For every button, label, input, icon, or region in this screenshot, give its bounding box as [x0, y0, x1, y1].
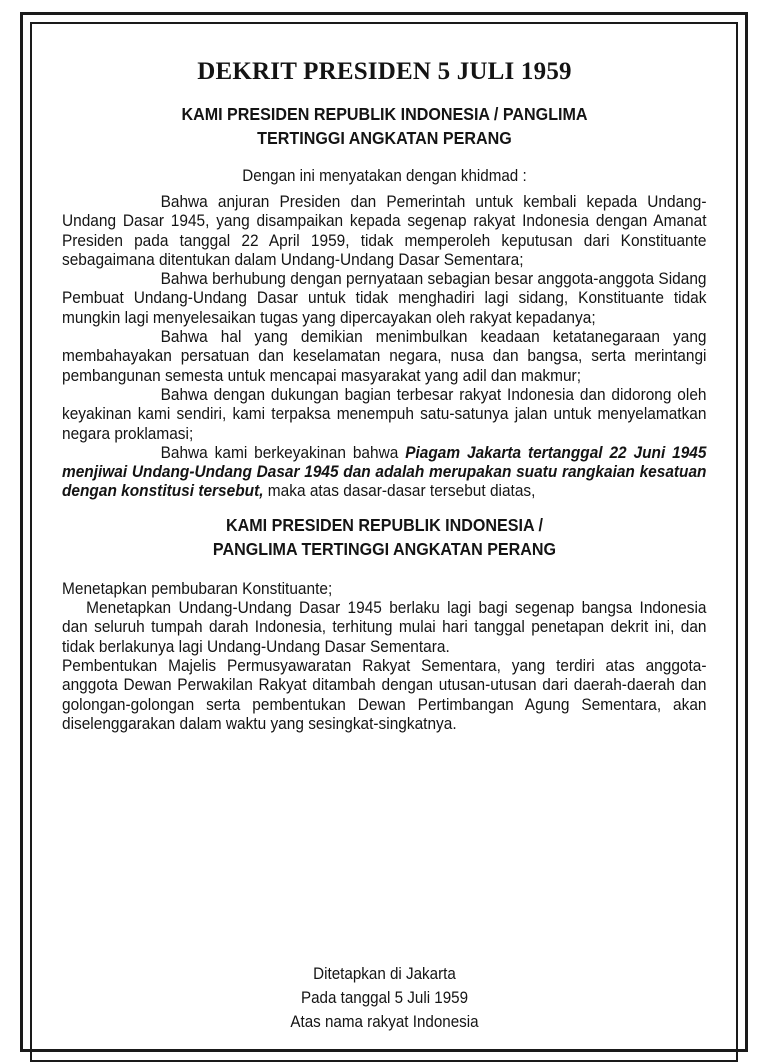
subheading2-line-2: PANGLIMA TERTINGGI ANGKATAN PERANG: [212, 538, 557, 559]
paragraph-5-end: maka atas dasar-dasar tersebut diatas,: [263, 481, 536, 501]
piagam-jakarta-emphasis: Piagam Jakarta tertanggal 22 Juni 1945 menjiwai Undang-Undang Dasar 1945 dan adalah merupakan suatu rangkaian kesatuan dengan konstitusi tersebut,: [62, 442, 707, 501]
subheading-line-1: KAMI PRESIDEN REPUBLIK INDONESIA / PANGLIMA: [181, 104, 588, 124]
consideration-paragraph-3: Bahwa hal yang demikian menimbulkan keadaan ketatanegaraan yang membahayakan persatuan dan keselamatan negara, nusa dan bangsa, serta merintangi pembangunan semesta untuk mencapai masyarakat yang adil dan makmur;: [62, 327, 707, 385]
decree-item-3: Pembentukan Majelis Permusyawaratan Rakyat Sementara, yang terdiri atas anggota-anggota Dewan Perwakilan Rakyat ditambah dengan utusan-utusan dari daerah-daerah dan golongan-golongan serta pembentukan Dewan Pertimbangan Agung Sementara, akan diselenggarakan dalam waktu yang sesingkat-singkatnya.: [62, 655, 707, 733]
subheading2-line-1: KAMI PRESIDEN REPUBLIK INDONESIA /: [226, 514, 543, 535]
document-body: [62, 54, 707, 733]
decree-item-2: Menetapkan Undang-Undang Dasar 1945 berlaku lagi bagi segenap bangsa Indonesia dan seluruh tumpah darah Indonesia, terhitung mulai hari tanggal penetapan dekrit ini, dan tidak berlakunya lagi Undang-Undang Dasar Sementara.: [62, 598, 707, 656]
consideration-paragraph-1: Bahwa anjuran Presiden dan Pemerintah untuk kembali kepada Undang-Undang Dasar 1945, yang disampaikan kepada segenap rakyat Indonesia dengan Amanat Presiden pada tanggal 22 April 1959, tidak memperoleh keputusan dari Konstituante sebagaimana ditentukan dalam Undang-Undang Dasar Sementara;: [62, 192, 707, 269]
closing-block: [62, 962, 707, 1034]
considerations: [62, 192, 706, 501]
consideration-paragraph-2: Bahwa berhubung dengan pernyataan sebagian besar anggota-anggota Sidang Pembuat Undang-Undang Dasar untuk tidak menghadiri lagi sidang, Konstituante tidak mungkin lagi menyelesaikan tugas yang dipercayakan oleh rakyat kepadanya;: [62, 269, 707, 327]
closing-place: Ditetapkan di Jakarta: [313, 965, 456, 983]
consideration-paragraph-4: Bahwa dengan dukungan bagian terbesar rakyat Indonesia dan didorong oleh keyakinan kami sendiri, kami terpaksa menempuh satu-satunya jalan untuk menyelamatkan negara proklamasi;: [62, 384, 707, 443]
decree-items: [62, 579, 706, 733]
subheading-line-2: TERTINGGI ANGKATAN PERANG: [257, 128, 512, 148]
intro-statement: Dengan ini menyatakan dengan khidmad :: [242, 167, 527, 185]
document-title: DEKRIT PRESIDEN 5 JULI 1959: [197, 58, 572, 85]
closing-date: Pada tanggal 5 Juli 1959: [300, 989, 469, 1007]
paragraph-5-start: Bahwa kami berkeyakinan bahwa: [160, 442, 406, 462]
consideration-paragraph-5: [62, 443, 706, 501]
closing-behalf: Atas nama rakyat Indonesia: [290, 1013, 479, 1031]
decree-item-1: Menetapkan pembubaran Konstituante;: [62, 578, 333, 598]
